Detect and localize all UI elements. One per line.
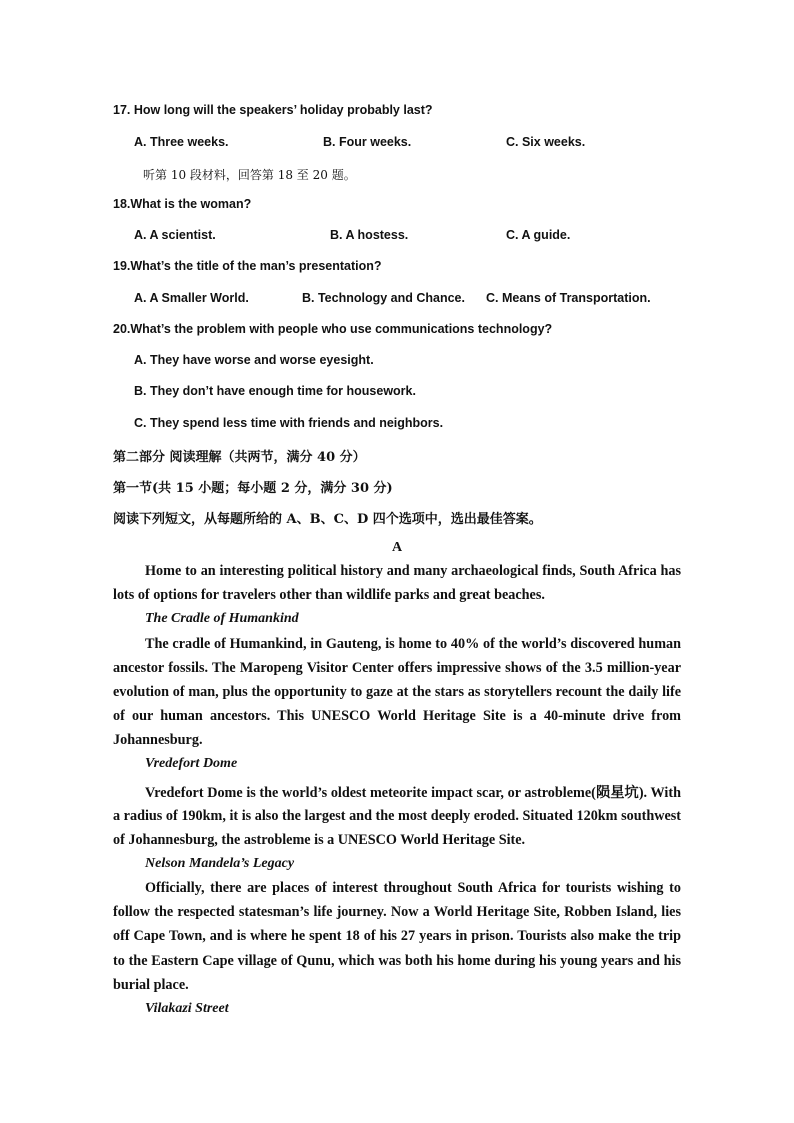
vredefort-line-3: of Johannesburg, the astrobleme is a UNESCO World Heritage Site.	[113, 832, 526, 848]
q17-option-a: A. Three weeks.	[134, 135, 229, 149]
question-19: 19.What’s the title of the man’s presentation?	[113, 259, 382, 273]
cradle-line-4: of our human ancestors. This UNESCO World Heritage Site is a 40-minute drive from	[113, 708, 681, 724]
question-17: 17. How long will the speakers’ holiday probably last?	[113, 103, 433, 117]
q19-option-c: C. Means of Transportation.	[486, 291, 651, 305]
q17-option-c: C. Six weeks.	[506, 135, 586, 149]
section-heading-vredefort: Vredefort Dome	[145, 756, 238, 771]
listening-instruction: 听第 10 段材料，回答第 18 至 20 题。	[143, 168, 356, 182]
q20-option-c: C. They spend less time with friends and neighbors.	[134, 416, 444, 430]
q19-option-b: B. Technology and Chance.	[302, 291, 465, 305]
cradle-line-3: evolution of man, plus the opportunity to gaze at the stars as storytellers recount the daily life	[113, 684, 681, 700]
cradle-line-2: ancestor fossils. The Maropeng Visitor Center offers impressive shows of the 3.5 million-year	[113, 660, 681, 676]
section-title: 第一节(共 15 小题；每小题 2 分，满分 30 分)	[113, 481, 393, 496]
q20-option-a: A. They have worse and worse eyesight.	[134, 353, 374, 367]
mandela-line-2: follow the respected statesman’s life journey. Now a World Heritage Site, Robben Island, lies	[113, 904, 681, 920]
section-heading-mandela: Nelson Mandela’s Legacy	[145, 856, 295, 871]
q19-option-a: A. A Smaller World.	[134, 291, 249, 305]
q18-option-c: C. A guide.	[506, 228, 571, 242]
cradle-line-5: Johannesburg.	[113, 732, 203, 748]
section-heading-cradle: The Cradle of Humankind	[145, 611, 299, 626]
q20-option-b: B. They don’t have enough time for housework.	[134, 384, 416, 398]
vredefort-line-1: Vredefort Dome is the world’s oldest meteorite impact scar, or astrobleme(陨星坑). With	[145, 785, 681, 801]
question-20: 20.What’s the problem with people who use communications technology?	[113, 322, 553, 336]
mandela-line-5: burial place.	[113, 977, 189, 993]
section-heading-vilakazi: Vilakazi Street	[145, 1001, 229, 1016]
part-title: 第二部分 阅读理解（共两节，满分 40 分）	[113, 450, 366, 465]
mandela-line-1: Officially, there are places of interest throughout South Africa for tourists wishing to	[145, 880, 681, 896]
q17-option-b: B. Four weeks.	[323, 135, 412, 149]
q18-option-a: A. A scientist.	[134, 228, 216, 242]
mandela-line-4: to the Eastern Cape village of Qunu, which was both his home during his young years and his	[113, 953, 681, 969]
mandela-line-3: off Cape Town, and is where he spent 18 of his 27 years in prison. Tourists also make the trip	[113, 928, 681, 944]
cradle-line-1: The cradle of Humankind, in Gauteng, is home to 40% of the world’s discovered human	[145, 636, 681, 652]
vredefort-line-2: a radius of 190km, it is also the largest and the most deeply eroded. Situated 120km southwest	[113, 808, 681, 824]
passage-label: A	[392, 540, 403, 555]
reading-instruction: 阅读下列短文，从每题所给的 A、B、C、D 四个选项中，选出最佳答案。	[113, 512, 542, 527]
intro-line-2: lots of options for travelers other than wildlife parks and great beaches.	[113, 587, 545, 603]
question-18: 18.What is the woman?	[113, 197, 252, 211]
intro-line-1: Home to an interesting political history and many archaeological finds, South Africa has	[145, 563, 681, 579]
q18-option-b: B. A hostess.	[330, 228, 409, 242]
